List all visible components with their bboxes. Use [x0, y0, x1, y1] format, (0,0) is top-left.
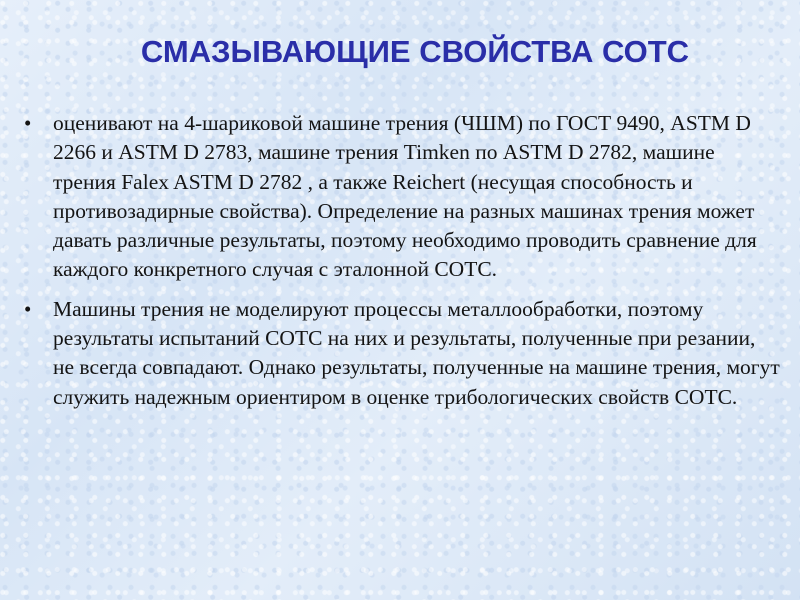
slide-title: СМАЗЫВАЮЩИЕ СВОЙСТВА СОТС [140, 34, 690, 69]
bullet-item-2 [20, 295, 780, 412]
bullet-marker: • [24, 296, 32, 321]
bullet-list [20, 109, 780, 422]
bullet-text: оценивают на 4-шариковой машине трения (ЧШМ) по ГОСТ 9490, ASTM D 2266 и ASTM D 2783, машине трения Timken по ASTM D 2782, машине трения Falex ASTM D 2782 , а также Reichert (несущая способность и противозадирные свойства). Определение на разных машинах трения может давать различные результаты, поэтому необходимо проводить сравнение для каждого конкретного случая с эталонной СОТС. [53, 111, 757, 282]
bullet-marker: • [24, 111, 32, 135]
bullet-item-1 [20, 109, 780, 285]
bullet-text: Машины трения не моделируют процессы металлообработки, поэтому результаты испытаний СОТС на них и результаты, полученные при резании, не всегда совпадают. Однако результаты, полученные на машине трения, могут служить надежным ориентиром в оценке трибологических свойств СОТС. [53, 296, 780, 409]
